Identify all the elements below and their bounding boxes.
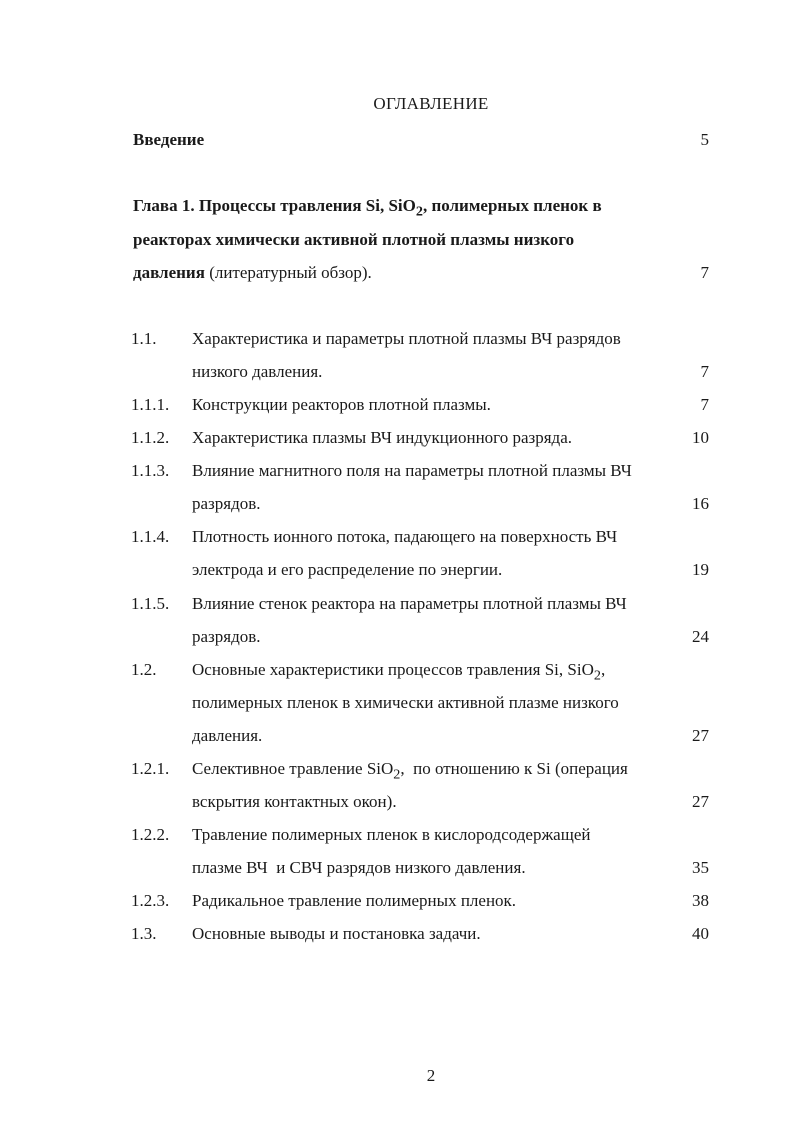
chapter1-line3 [133, 263, 372, 283]
toc-text: электрода и его распределение по энергии. [192, 560, 503, 579]
toc-num: 1.1.3. [131, 461, 170, 480]
toc-text: Травление полимерных пленок в кислородсодержащей [192, 825, 591, 844]
page-number: 2 [426, 1066, 436, 1085]
toc-page: 7 [700, 395, 709, 414]
toc-num: 1.2.1. [131, 759, 170, 778]
toc-num: 1.3. [131, 924, 157, 943]
toc-text: Влияние магнитного поля на параметры плотной плазмы ВЧ [192, 461, 632, 480]
toc-num: 1.2.3. [131, 891, 170, 910]
toc-num: 1.1.2. [131, 428, 170, 447]
toc-num: 1.2.2. [131, 825, 170, 844]
page-title: ОГЛАВЛЕНИЕ [373, 94, 489, 113]
toc-text: вскрытия контактных окон). [192, 792, 397, 811]
chapter1-line3-bold: давления [133, 263, 205, 282]
toc-text: Характеристика плазмы ВЧ индукционного разряда. [192, 428, 572, 447]
toc-num: 1.1.5. [131, 594, 170, 613]
toc-text: давления. [192, 726, 263, 745]
toc-page: 10 [692, 428, 709, 447]
intro-page: 5 [700, 130, 709, 149]
toc-num: 1.1.1. [131, 395, 170, 414]
intro-label: Введение [133, 130, 205, 149]
toc-page: 27 [692, 726, 709, 745]
toc-text [192, 759, 628, 783]
toc-page: 7 [700, 362, 709, 381]
toc-num: 1.2. [131, 660, 157, 679]
chapter1-line1-sub: 2 [415, 203, 423, 220]
toc-text: Плотность ионного потока, падающего на поверхность ВЧ [192, 527, 618, 546]
chapter1-line1 [133, 196, 602, 220]
toc-num: 1.1.4. [131, 527, 170, 546]
chapter1-page: 7 [700, 263, 709, 282]
toc-text-after: , [600, 660, 606, 679]
toc-text-sub: 2 [393, 766, 401, 783]
toc-text-part: Селективное травление SiO [192, 759, 394, 778]
toc-text: Характеристика и параметры плотной плазмы ВЧ разрядов [192, 329, 621, 348]
chapter1-line1-b: , полимерных пленок в [422, 196, 602, 215]
toc-text: Влияние стенок реактора на параметры плотной плазмы ВЧ [192, 594, 627, 613]
chapter1-line3-normal: (литературный обзор). [204, 263, 372, 282]
toc-page: 40 [692, 924, 709, 943]
chapter1-line2: реакторах химически активной плотной плазмы низкого [133, 230, 575, 249]
toc-text: разрядов. [192, 627, 261, 646]
toc-num: 1.1. [131, 329, 157, 348]
toc-page: 24 [692, 627, 709, 646]
toc-text [192, 660, 605, 684]
toc-text-sub: 2 [593, 667, 601, 684]
chapter1-line1-a: Глава 1. Процессы травления Si, SiO [133, 196, 416, 215]
toc-text-after: , по отношению к Si (операция [400, 759, 628, 778]
toc-text: Основные выводы и постановка задачи. [192, 924, 481, 943]
toc-text: Радикальное травление полимерных пленок. [192, 891, 517, 910]
toc-page: 19 [692, 560, 709, 579]
toc-page: 16 [692, 494, 709, 513]
toc-text: плазме ВЧ и СВЧ разрядов низкого давления. [192, 858, 526, 877]
toc-page: 38 [692, 891, 709, 910]
toc-text-part: Основные характеристики процессов травления Si, SiO [192, 660, 594, 679]
toc-page: 27 [692, 792, 709, 811]
toc-page: 35 [692, 858, 709, 877]
toc-text: Конструкции реакторов плотной плазмы. [192, 395, 491, 414]
toc-text: полимерных пленок в химически активной плазме низкого [192, 693, 619, 712]
toc-text: разрядов. [192, 494, 261, 513]
toc-text: низкого давления. [192, 362, 323, 381]
